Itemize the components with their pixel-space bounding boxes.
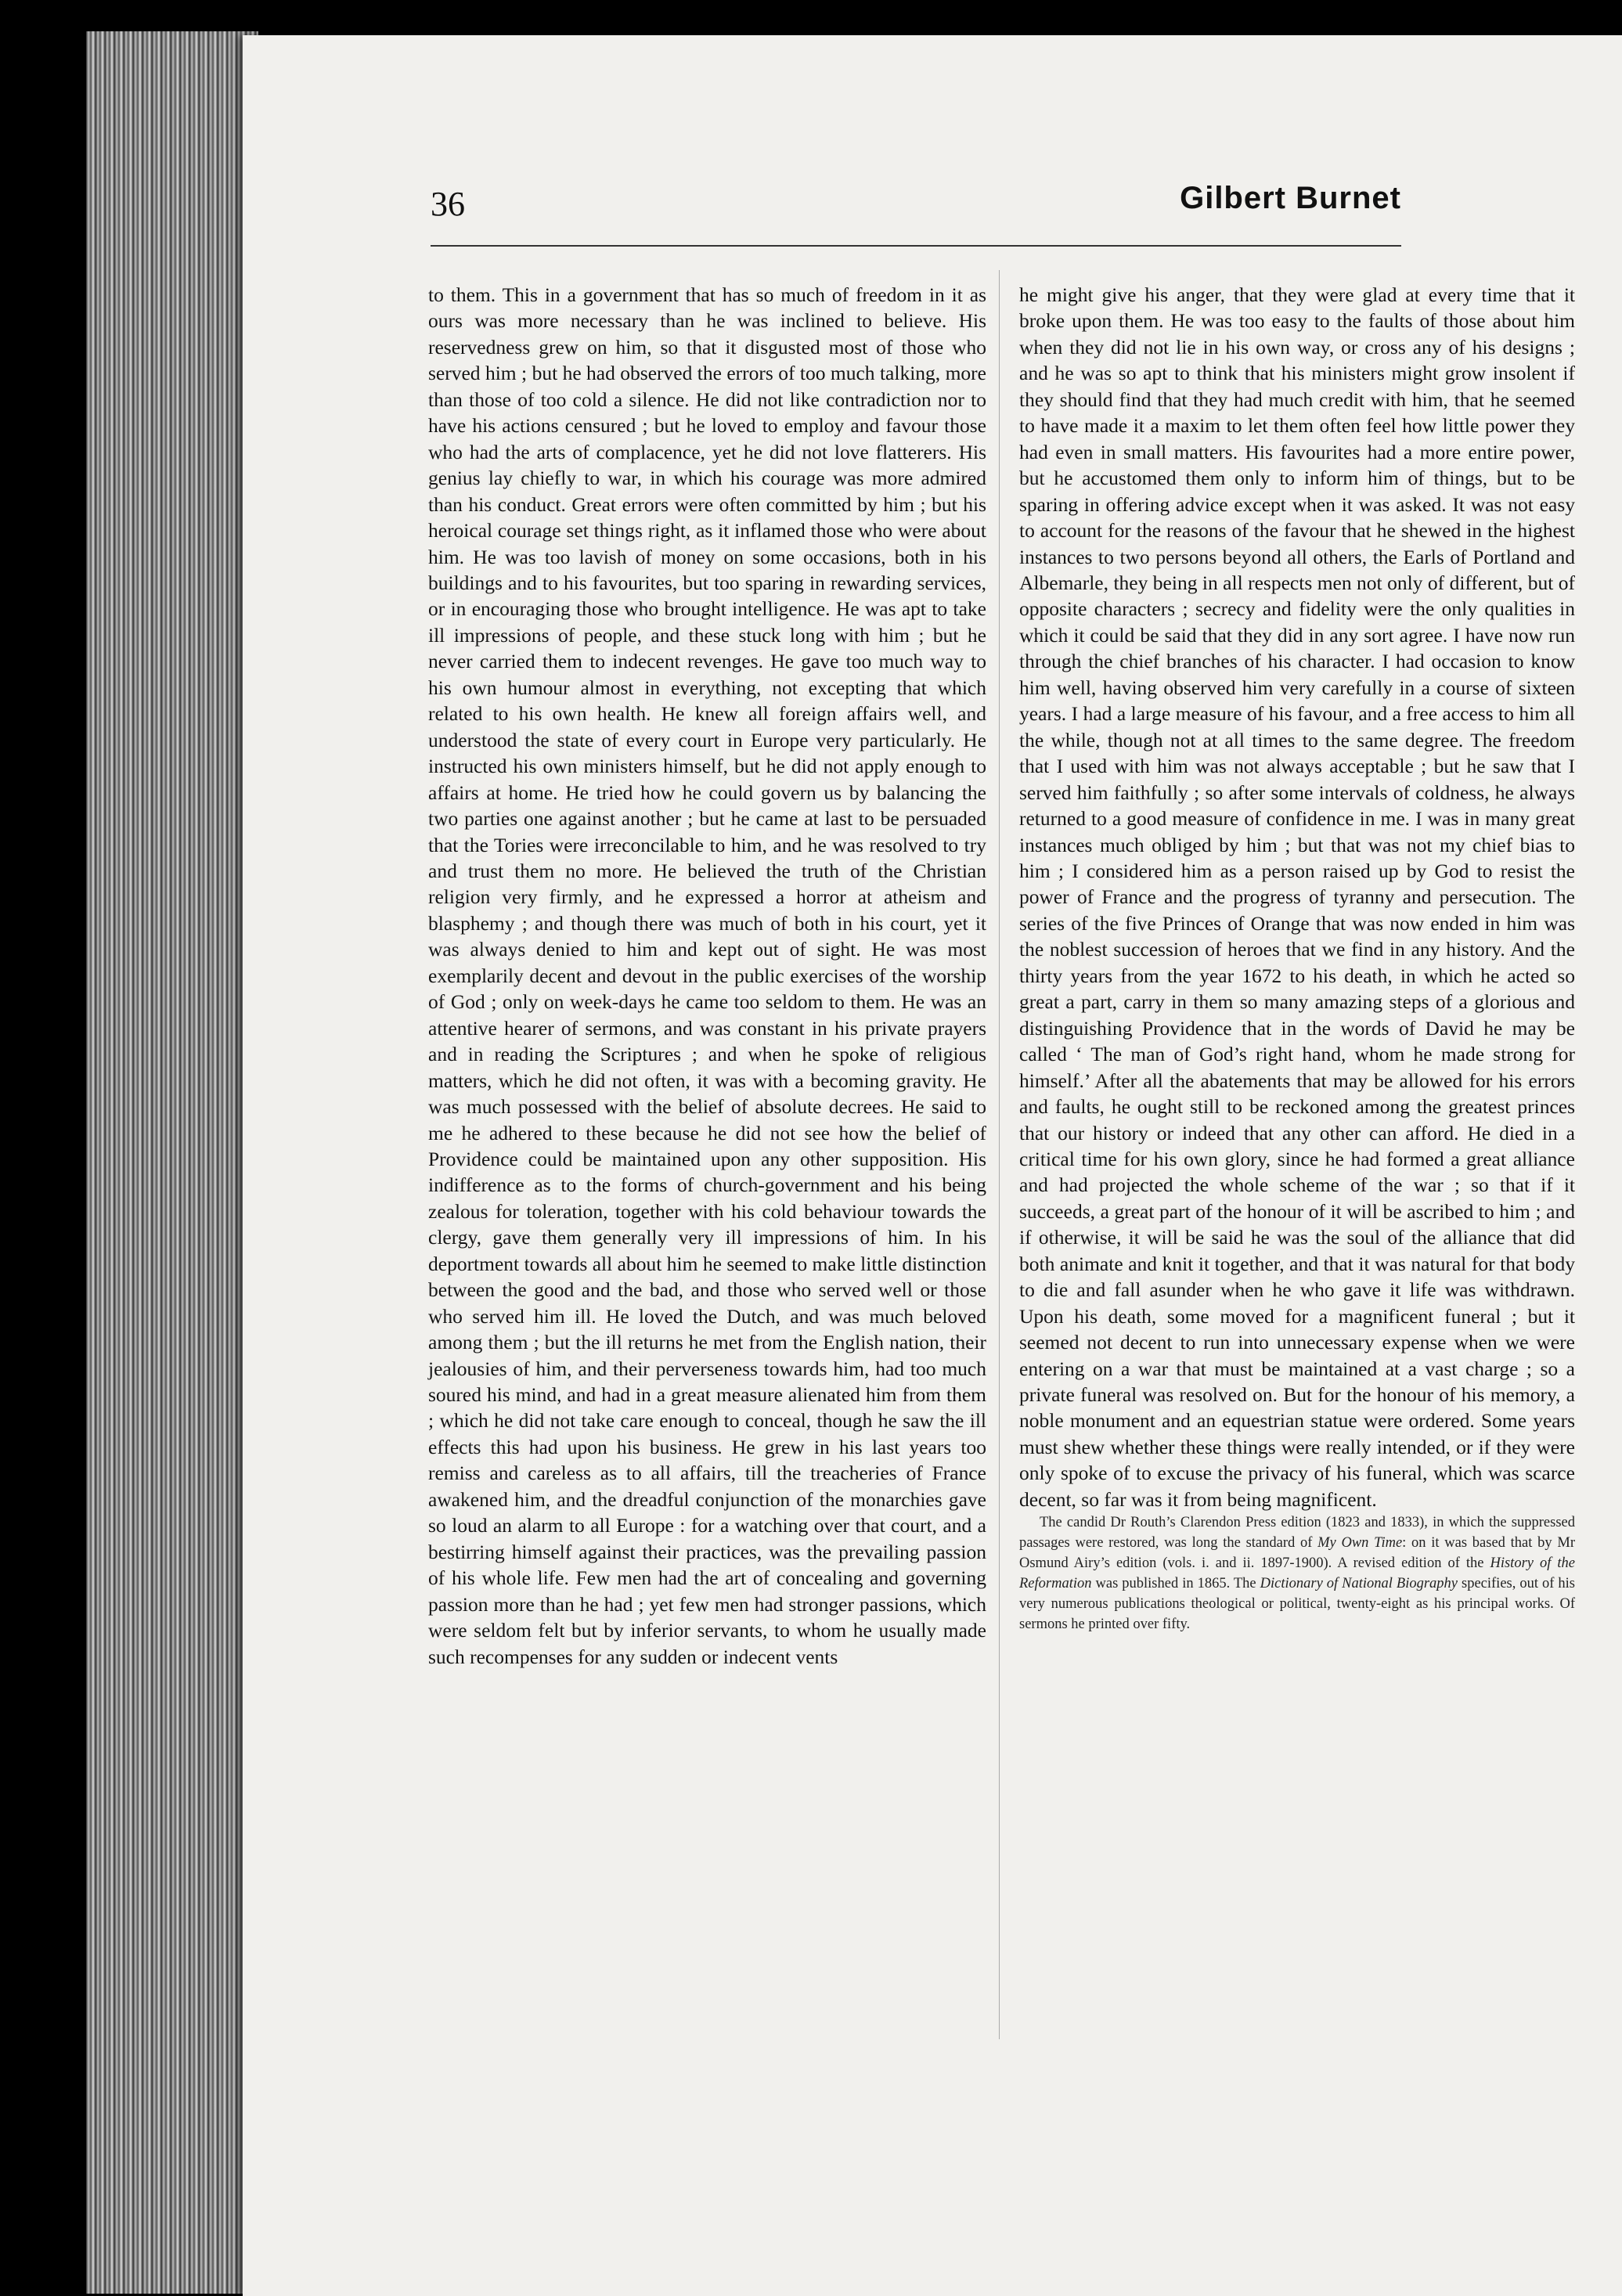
left-column-text: to them. This in a government that has so much of freedom in it as ours was more necessary than he was inclined to believe. His reservedness grew on him, so that it disgusted most of those who served him ; but he had observed the errors of too much talking, more than those of too cold a silence. He did not like contradiction nor to have his actions censured ; but he loved to employ and favour those who had the arts of complacence, yet he did not love flatterers. His genius lay chiefly to war, in which his courage was more admired than his conduct. Great errors were often committed by him ; but his heroical courage set things right, as it inflamed those who were about him. He was too lavish of money on some occasions, both in his buildings and to his favourites, but too sparing in rewarding services, or in encouraging those who brought intelligence. He was apt to take ill impressions of people, and these stuck long with him ; but he never carried them to indecent revenges. He gave too much way to his own humour almost in everything, not excepting that which related to his own health. He knew all foreign affairs well, and understood the state of every court in Europe very particularly. He instructed his own ministers himself, but he did not apply enough to affairs at home. He tried how he could govern us by balancing the two parties one against another ; but he came at last to be persuaded that the Tories were irreconcilable to him, and he was resolved to try and trust them no more. He believed the truth of the Christian religion very firmly, and he expressed a horror at atheism and blasphemy ; and though there was much of both in his court, yet it was always denied to him and kept out of sight. He was most exemplarily decent and devout in the public exercises of the worship of God ; only on week-days he came too seldom to them. He was an attentive hearer of sermons, and was constant in his private prayers and in reading the Scriptures ; and when he spoke of religious matters, which he did not often, it was with a becoming gravity. He was much possessed with the belief of absolute decrees. He said to me he adhered to these because he did not see how the belief of Providence could be maintained upon any other supposition. His indifference as to the forms of church-government and his being zealous for toleration, together with his cold behaviour towards the clergy, gave them generally very ill impressions of him. In his deportment towards all about him he seemed to make little distinction between the good and the bad, and those who served well or those who served him ill. He loved the Dutch, and was much beloved among them ; but the ill returns he met from the English nation, their jealousies of him, and their perverseness towards him, had too much soured his mind, and had in a great measure alienated him from them ; which he did not take care enough to conceal, though he saw the ill effects this had upon his business. He grew in his last years too remiss and careless as to all affairs, till the treacheries of France awakened him, and the dreadful conjunction of the monarchies gave so loud an alarm to all Europe : for a watching over that court, and a bestirring himself against their practices, was the prevailing passion of his whole life. Few men had the art of concealing and governing passion more than he had ; yet few men had stronger passions, which were seldom felt but by inferior servants, to whom he usually made such recompenses for any sudden or indecent vents	[428, 283, 986, 1668]
right-column-text: he might give his anger, that they were glad at every time that it broke upon them. He was too easy to the faults of those about him when they did not lie in his own way, or cross any of his designs ; and he was so apt to think that his ministers might grow insolent if they should find that they had much credit with him, that he seemed to have made it a maxim to let them often feel how little power they had even in small matters. His favourites had a more entire power, but he accustomed them only to inform him of things, but to be sparing in offering advice except when it was asked. It was not easy to account for the reasons of the favour that he shewed in the highest instances to two persons beyond all others, the Earls of Portland and Albemarle, they being in all respects men not only of different, but of opposite characters ; secrecy and fidelity were the only qualities in which it could be said that they did in any sort agree. I have now run through the chief branches of his character. I had occasion to know him well, having observed him very carefully in a course of sixteen years. I had a large measure of his favour, and a free access to him all the while, though not at all times to the same degree. The freedom that I used with him was not always acceptable ; but he saw that I served him faithfully ; so after some intervals of coldness, he always returned to a good measure of confidence in me. I was in many great instances much obliged by him ; but that was not my chief bias to him ; I considered him as a person raised up by God to resist the power of France and the progress of tyranny and persecution. The series of the five Princes of Orange that was now ended in him was the noblest succession of heroes that we find in any history. And the thirty years from the year 1672 to his death, in which he acted so great a part, carry in them so many amazing steps of a glorious and distinguishing Providence that in the words of David he may be called ‘ The man of God’s right hand, whom he made strong for himself.’ After all the abatements that may be allowed for his errors and faults, he ought still to be reckoned among the greatest princes that our history or indeed that any other can afford. He died in a critical time for his own glory, since he had formed a great alliance and had projected the whole scheme of the war ; so that if it succeeds, a great part of the honour of it will be ascribed to him ; and if otherwise, it will be said he was the soul of the alliance that did both animate and knit it together, and that it was natural for that body to die and fall asunder when he who gave it life was withdrawn. Upon his death, some moved for a magnificent funeral ; but it seemed not decent to run into unnecessary expense when we were entering on a war that must be maintained at a vast charge ; so a private funeral was resolved on. But for the honour of his memory, a noble monument and an equestrian statue were ordered. Some years must shew whether these things were really intended, or if they were only spoke of to excuse the privacy of his funeral, which was scarce decent, so far was it from being magnificent.	[1019, 283, 1575, 1511]
header-rule	[431, 245, 1401, 247]
running-head: Gilbert Burnet	[1180, 181, 1401, 215]
page-header	[431, 175, 1401, 237]
footnote	[1019, 1512, 1575, 1635]
book-page-edges	[86, 31, 258, 2294]
right-column	[1019, 282, 1575, 1635]
footnote-title-2: History of the Reformation	[1019, 1555, 1575, 1592]
page-number: 36	[431, 185, 465, 223]
footnote-part-3: was published in 1865. The	[1091, 1576, 1260, 1592]
book-page	[243, 35, 1622, 2296]
footnote-part-2: : on it was based that by Mr Osmund Airy’s edition (vols. i. and ii. 1897-1900). A revised edition of the	[1019, 1535, 1575, 1572]
footnote-title-1: My Own Time	[1317, 1535, 1403, 1552]
footnote-part-4: specifies, out of his very numerous publications theological or political, twenty-eight as his principal works. Of sermons he printed over fifty.	[1019, 1576, 1575, 1633]
column-divider	[999, 270, 1000, 2039]
footnote-title-3: Dictionary of National Biography	[1260, 1576, 1458, 1592]
left-column	[428, 282, 986, 1670]
footnote-part-1: The candid Dr Routh’s Clarendon Press edition (1823 and 1833), in which the suppressed passages were restored, was long the standard of	[1019, 1515, 1575, 1552]
